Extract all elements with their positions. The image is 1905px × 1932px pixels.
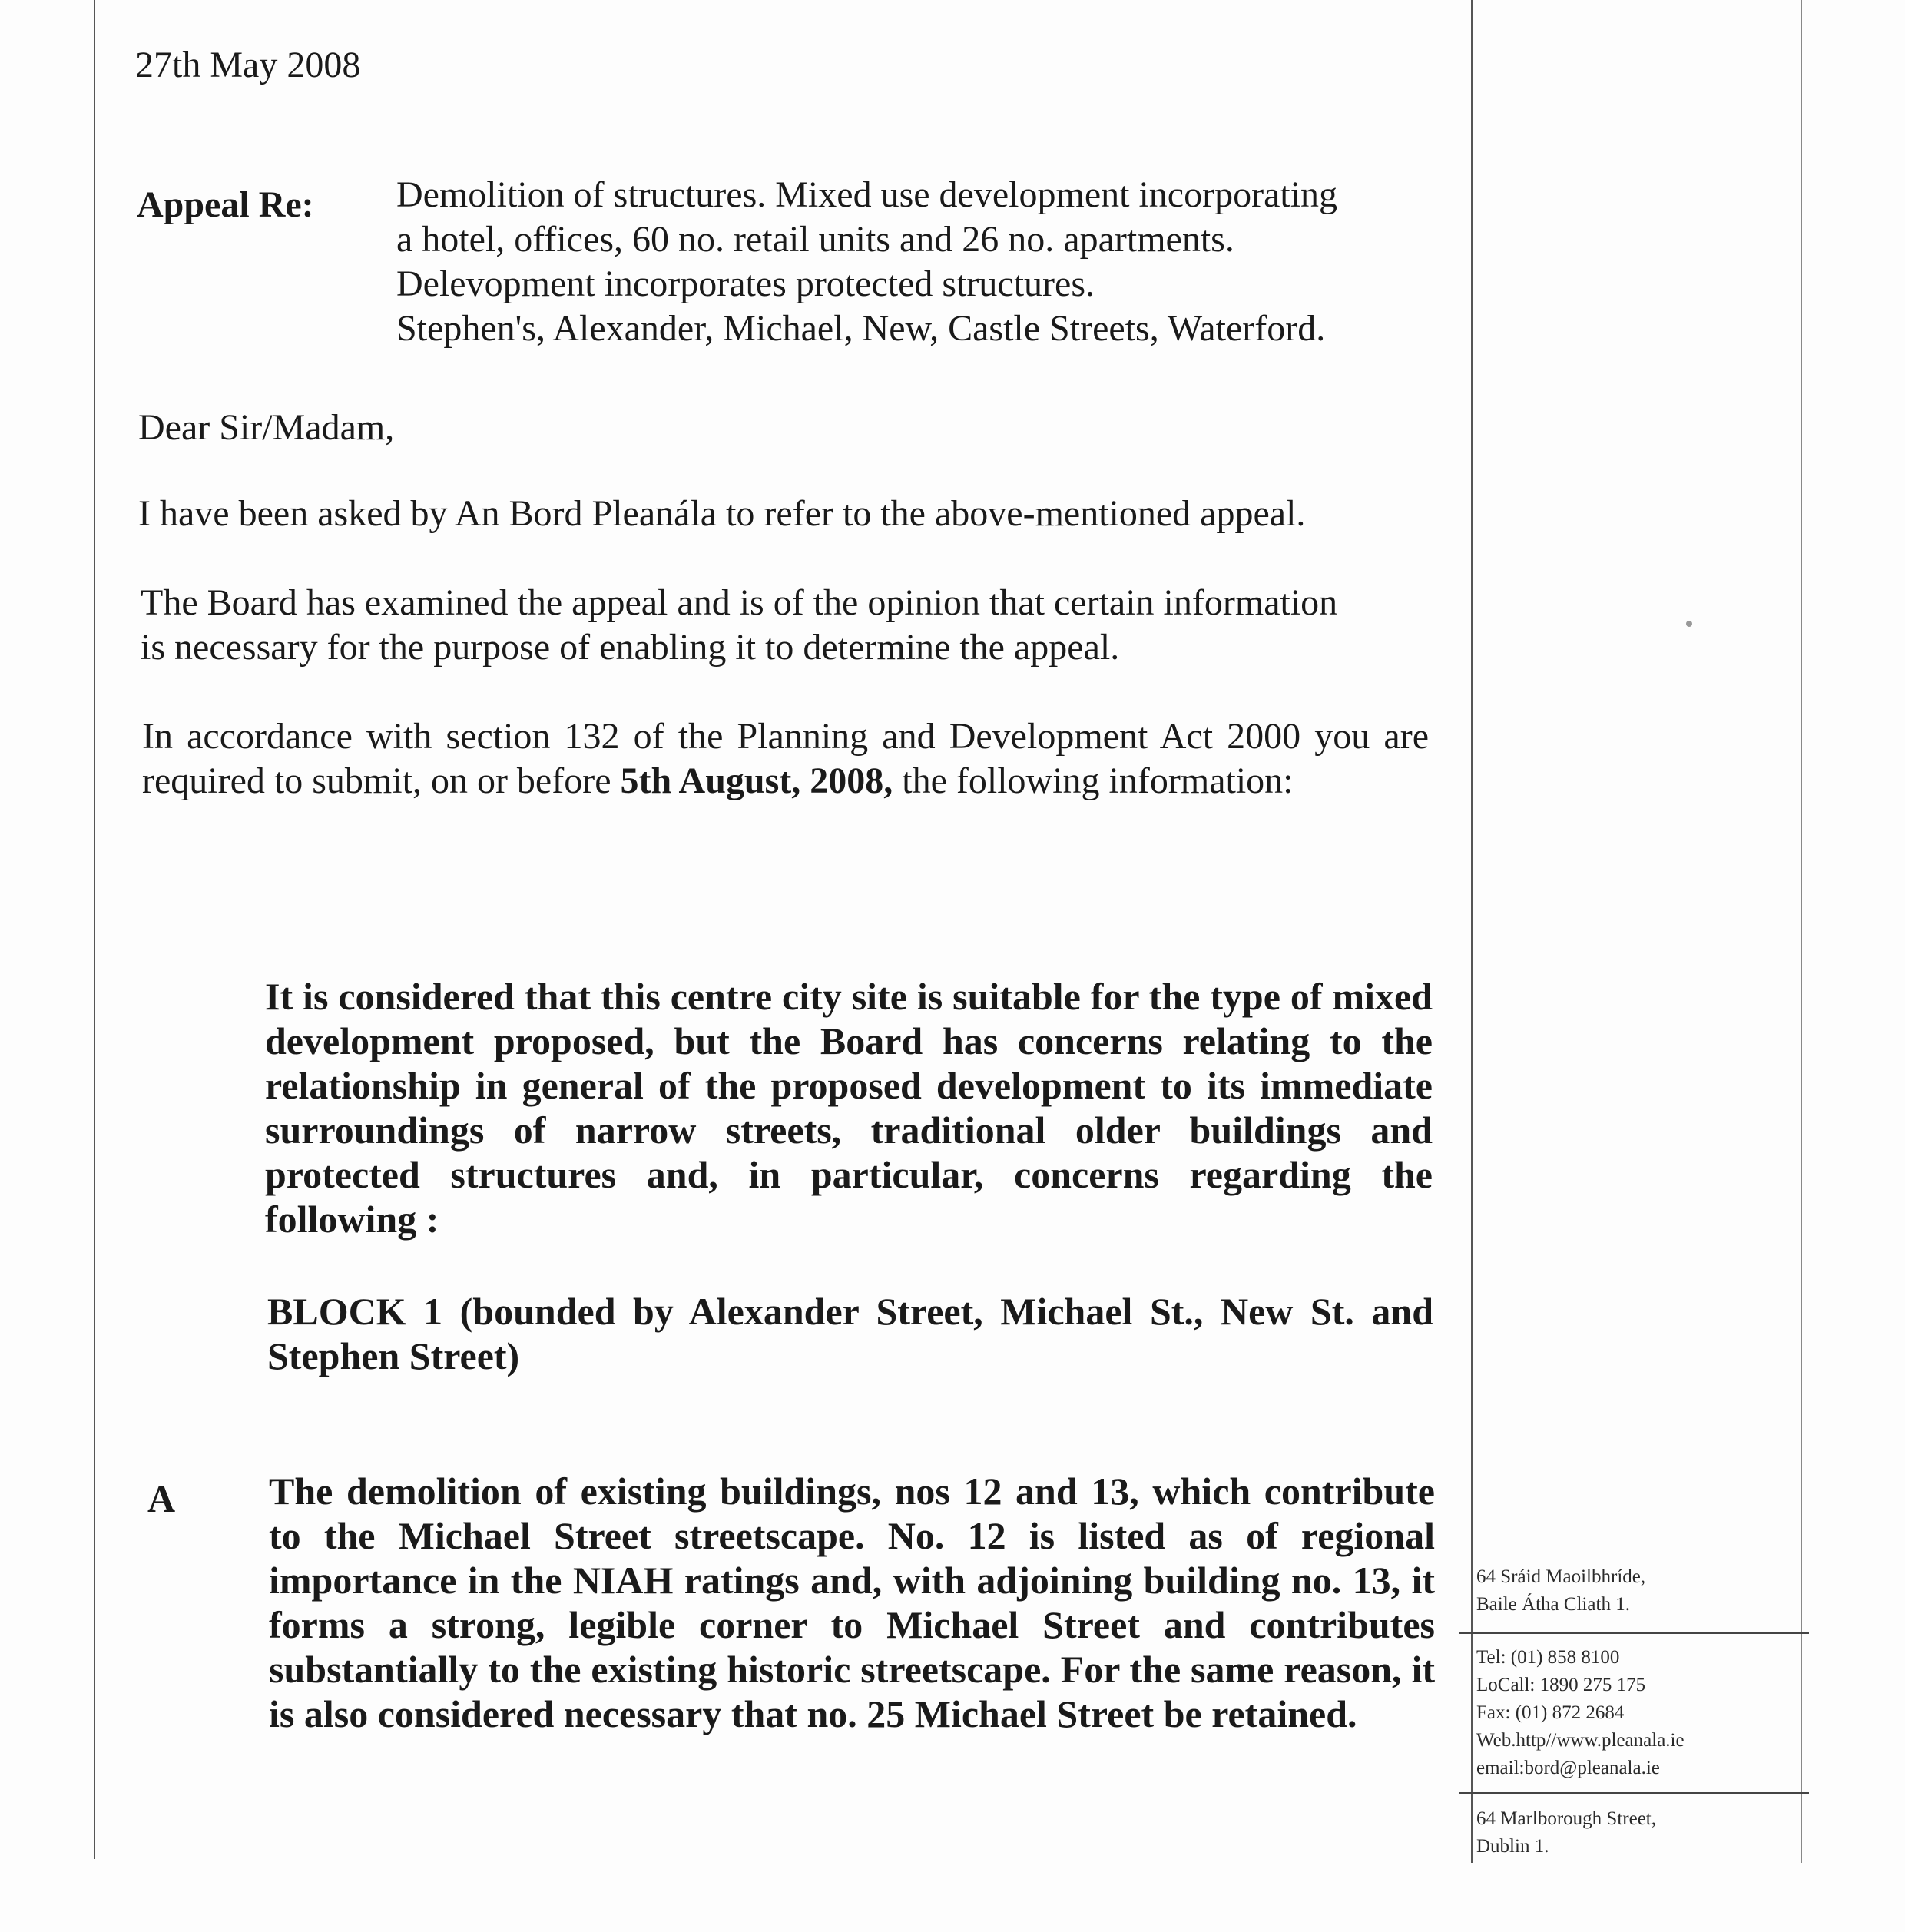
address-line: 64 Sráid Maoilbhríde,: [1476, 1566, 1646, 1587]
english-address: [1476, 1805, 1656, 1861]
paragraph-examination: [141, 581, 1337, 670]
letter-date: 27th May 2008: [135, 45, 361, 85]
contact-details: [1476, 1644, 1685, 1782]
appeal-line: Demolition of structures. Mixed use development incorporating: [396, 174, 1338, 215]
concern-paragraph: It is considered that this centre city site is suitable for the type of mixed development proposed, but the Board has concerns relating to the relationship in general of the proposed development to its immediate surroundings of narrow streets, traditional older buildings and protected structures and, in particular, concerns regarding the following :: [265, 975, 1433, 1241]
salutation: Dear Sir/Madam,: [138, 407, 395, 448]
appeal-line: Delevopment incorporates protected structures.: [396, 263, 1095, 304]
sidebar-divider-top: [1459, 1632, 1809, 1634]
item-a-label: A: [147, 1477, 176, 1520]
address-line: Dublin 1.: [1476, 1836, 1549, 1857]
fax-number: Fax: (01) 872 2684: [1476, 1702, 1625, 1723]
examination-line: The Board has examined the appeal and is of the opinion that certain information: [141, 582, 1338, 623]
item-a-text: The demolition of existing buildings, nos 12 and 13, which contribute to the Michael Street streetscape. No. 12 is listed as of regional importance in the NIAH ratings and, with adjoining building no. 13, it forms a strong, legible corner to Michael Street and contributes substantially to the existing historic streetscape. For the same reason, it is also considered necessary that no. 25 Michael Street be retained.: [269, 1470, 1435, 1735]
appeal-line: a hotel, offices, 60 no. retail units and 26 no. apartments.: [396, 219, 1234, 260]
phone-number: Tel: (01) 858 8100: [1476, 1647, 1620, 1668]
sidebar-divider-bottom: [1459, 1792, 1809, 1794]
deadline-date: 5th August, 2008,: [620, 761, 893, 801]
paragraph-referral: I have been asked by An Bord Pleanála to refer to the above-mentioned appeal.: [138, 493, 1306, 534]
paragraph-requirement: [142, 714, 1429, 804]
locall-number: LoCall: 1890 275 175: [1476, 1675, 1646, 1695]
appeal-description: [396, 173, 1337, 351]
address-line: 64 Marlborough Street,: [1476, 1808, 1656, 1829]
requirement-outro: the following information:: [902, 761, 1294, 801]
examination-line: is necessary for the purpose of enabling it to determine the appeal.: [141, 627, 1120, 668]
address-line: Baile Átha Cliath 1.: [1476, 1594, 1630, 1615]
scan-speck: [1686, 621, 1692, 627]
website: Web.http//www.pleanala.ie: [1476, 1730, 1685, 1751]
appeal-label: Appeal Re:: [137, 184, 314, 225]
right-edge-rule: [1801, 0, 1802, 1863]
sidebar-rule: [1471, 0, 1473, 1863]
left-margin-rule: [94, 0, 95, 1859]
irish-address: [1476, 1563, 1645, 1619]
block-heading: BLOCK 1 (bounded by Alexander Street, Michael St., New St. and Stephen Street): [267, 1290, 1433, 1377]
appeal-line: Stephen's, Alexander, Michael, New, Castle Streets, Waterford.: [396, 308, 1326, 349]
email: email:bord@pleanala.ie: [1476, 1758, 1660, 1778]
requirement-intro: In accordance with section 132 of the Planning and Development Act 2000 you are required to submit, on or before: [142, 716, 1429, 801]
